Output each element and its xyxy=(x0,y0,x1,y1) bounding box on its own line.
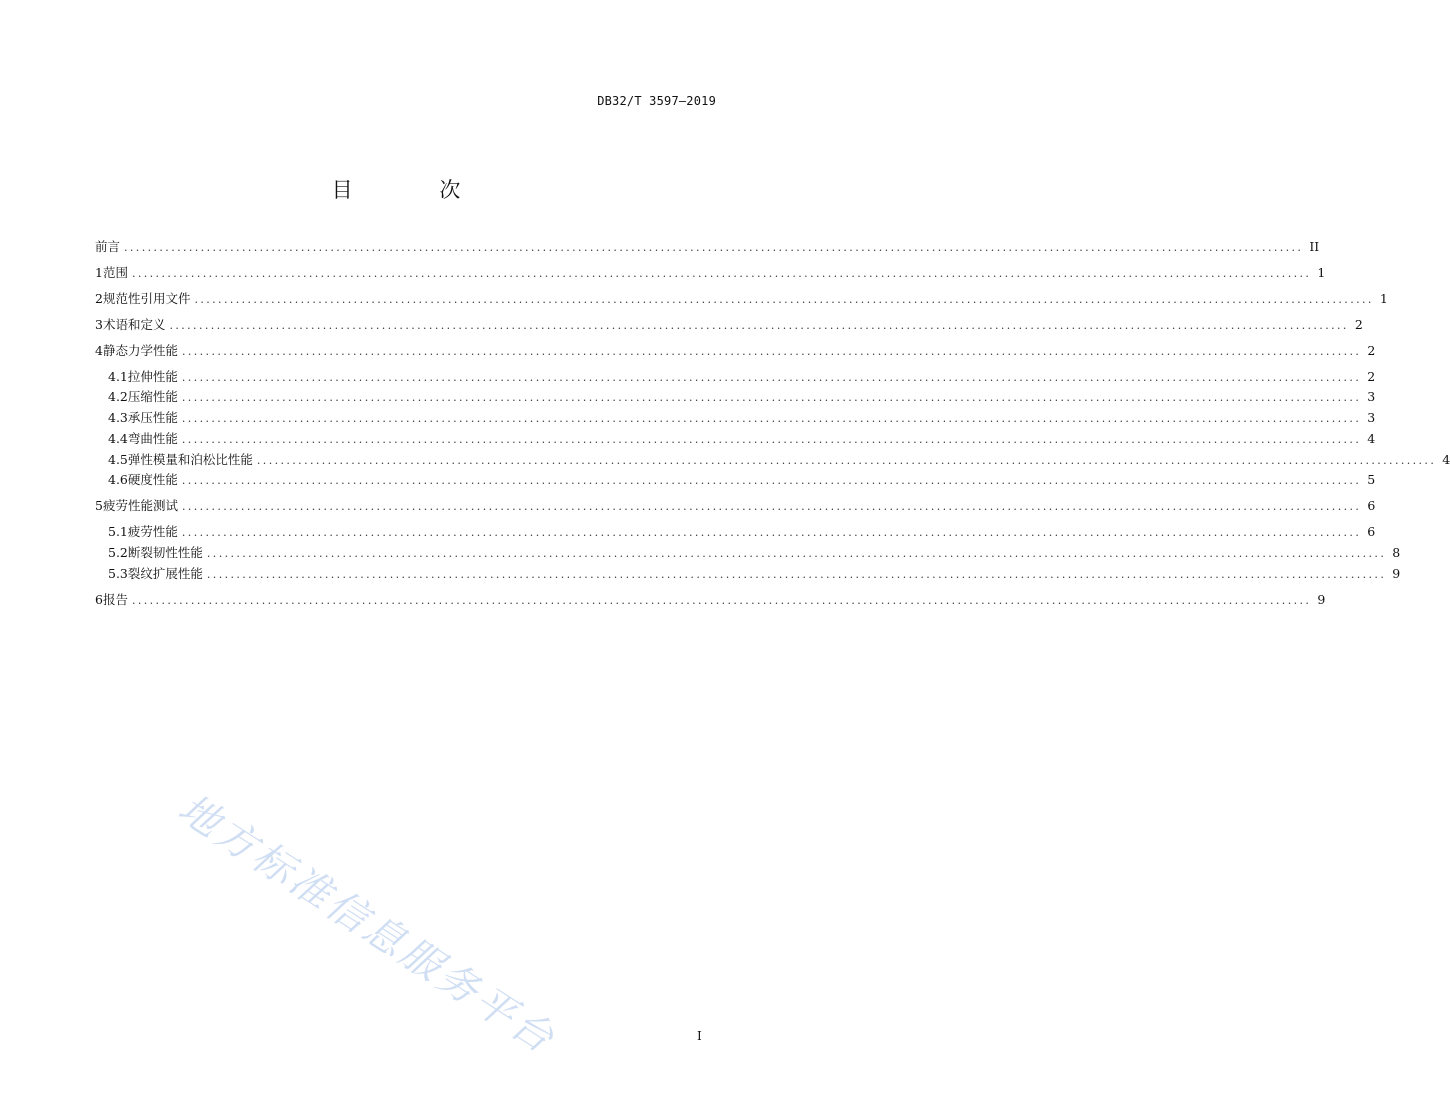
toc-entry-number: 5.3 xyxy=(108,566,128,581)
toc-entry-number: 5 xyxy=(95,498,103,513)
dot-leader: ........................................................................................................................................................................................................ xyxy=(194,293,1374,306)
toc-entry[interactable] xyxy=(108,388,1376,406)
toc-entry[interactable] xyxy=(108,544,1401,562)
toc-entry[interactable] xyxy=(95,497,1376,515)
dot-leader: ........................................................................................................................................................................................................ xyxy=(206,568,1387,581)
toc-entry-number: 1 xyxy=(95,265,103,280)
toc-entry-number: 4.4 xyxy=(108,431,128,446)
toc-entry[interactable] xyxy=(108,451,1450,469)
document-code: DB32/T 3597—2019 xyxy=(597,94,716,108)
dot-leader: ........................................................................................................................................................................................................ xyxy=(131,267,1312,280)
toc-entry-title[interactable]: 范围 xyxy=(102,265,128,280)
toc-entry[interactable] xyxy=(95,264,1326,282)
toc-entry-page: II xyxy=(1309,239,1320,254)
toc-entry-title[interactable]: 压缩性能 xyxy=(127,389,178,404)
page-number: I xyxy=(697,1029,702,1043)
toc-entry[interactable] xyxy=(95,238,1320,256)
dot-leader: ........................................................................................................................................................................................................ xyxy=(181,474,1362,487)
toc-entry-number: 4.5 xyxy=(108,452,128,467)
dot-leader: ........................................................................................................................................................................................................ xyxy=(181,526,1362,539)
toc-entry-title[interactable]: 断裂韧性性能 xyxy=(127,545,203,560)
toc-entry-page: 6 xyxy=(1367,498,1376,513)
toc-entry-page: 2 xyxy=(1367,343,1376,358)
toc-entry-page: 9 xyxy=(1392,566,1401,581)
toc-entry[interactable] xyxy=(108,409,1376,427)
toc-entry[interactable] xyxy=(95,591,1326,609)
dot-leader: ........................................................................................................................................................................................................ xyxy=(256,454,1437,467)
toc-entry-number: 5.1 xyxy=(108,524,128,539)
toc-entry-title[interactable]: 承压性能 xyxy=(127,410,178,425)
toc-entry-number: 4.2 xyxy=(108,389,128,404)
toc-title: 目 次 xyxy=(331,178,501,202)
dot-leader: ........................................................................................................................................................................................................ xyxy=(181,433,1362,446)
watermark: 地方标准信息服务平台 xyxy=(170,785,565,1064)
toc-entry-page: 4 xyxy=(1442,452,1450,467)
toc-entry-number: 5.2 xyxy=(108,545,128,560)
toc-entry-page: 5 xyxy=(1367,472,1376,487)
toc-entry-number: 2 xyxy=(95,291,103,306)
toc-entry-title[interactable]: 硬度性能 xyxy=(127,472,178,487)
toc-entry-number: 6 xyxy=(95,592,103,607)
toc-entry-number: 4.1 xyxy=(108,369,128,384)
toc-entry-number: 3 xyxy=(95,317,103,332)
toc-entry-page: 2 xyxy=(1354,317,1363,332)
dot-leader: ........................................................................................................................................................................................................ xyxy=(181,345,1362,358)
dot-leader: ........................................................................................................................................................................................................ xyxy=(181,412,1362,425)
toc-entry-title[interactable]: 规范性引用文件 xyxy=(102,291,191,306)
toc-entry[interactable] xyxy=(108,471,1376,489)
dot-leader: ........................................................................................................................................................................................................ xyxy=(124,241,1304,254)
toc-entry-number: 4.3 xyxy=(108,410,128,425)
toc-entry-page: 6 xyxy=(1367,524,1376,539)
toc-entry[interactable] xyxy=(108,523,1376,541)
toc-entry-page: 3 xyxy=(1367,410,1376,425)
dot-leader: ........................................................................................................................................................................................................ xyxy=(181,391,1362,404)
toc-entry-title[interactable]: 静态力学性能 xyxy=(102,343,178,358)
toc-entry[interactable] xyxy=(95,342,1376,360)
toc-entry-page: 1 xyxy=(1379,291,1388,306)
toc-entry-title[interactable]: 弯曲性能 xyxy=(127,431,178,446)
toc-entry-page: 9 xyxy=(1317,592,1326,607)
toc-entry[interactable] xyxy=(95,316,1363,334)
toc-entry-title[interactable]: 疲劳性能 xyxy=(127,524,178,539)
toc-entry-page: 8 xyxy=(1392,545,1401,560)
toc-entry-number: 4.6 xyxy=(108,472,128,487)
toc-entry-title[interactable]: 报告 xyxy=(102,592,128,607)
toc-entry-page: 3 xyxy=(1367,389,1376,404)
dot-leader: ........................................................................................................................................................................................................ xyxy=(131,594,1312,607)
toc-entry[interactable] xyxy=(108,565,1401,583)
toc-entry-number: 4 xyxy=(95,343,103,358)
toc-entry-title[interactable]: 裂纹扩展性能 xyxy=(127,566,203,581)
dot-leader: ........................................................................................................................................................................................................ xyxy=(181,371,1362,384)
toc-entry-title[interactable]: 疲劳性能测试 xyxy=(102,498,178,513)
toc-entry-title[interactable]: 术语和定义 xyxy=(102,317,166,332)
toc-entry-page: 2 xyxy=(1367,369,1376,384)
toc-entry[interactable] xyxy=(108,430,1376,448)
dot-leader: ........................................................................................................................................................................................................ xyxy=(169,319,1349,332)
toc-entry-page: 4 xyxy=(1367,431,1376,446)
toc-entry-title[interactable]: 弹性模量和泊松比性能 xyxy=(127,452,253,467)
toc-entry[interactable] xyxy=(108,368,1376,386)
dot-leader: ........................................................................................................................................................................................................ xyxy=(206,547,1387,560)
toc-entry-page: 1 xyxy=(1317,265,1326,280)
toc-entry-title[interactable]: 拉伸性能 xyxy=(127,369,178,384)
dot-leader: ........................................................................................................................................................................................................ xyxy=(181,500,1362,513)
toc-entry-title[interactable]: 前言 xyxy=(95,239,121,254)
toc-entry[interactable] xyxy=(95,290,1388,308)
